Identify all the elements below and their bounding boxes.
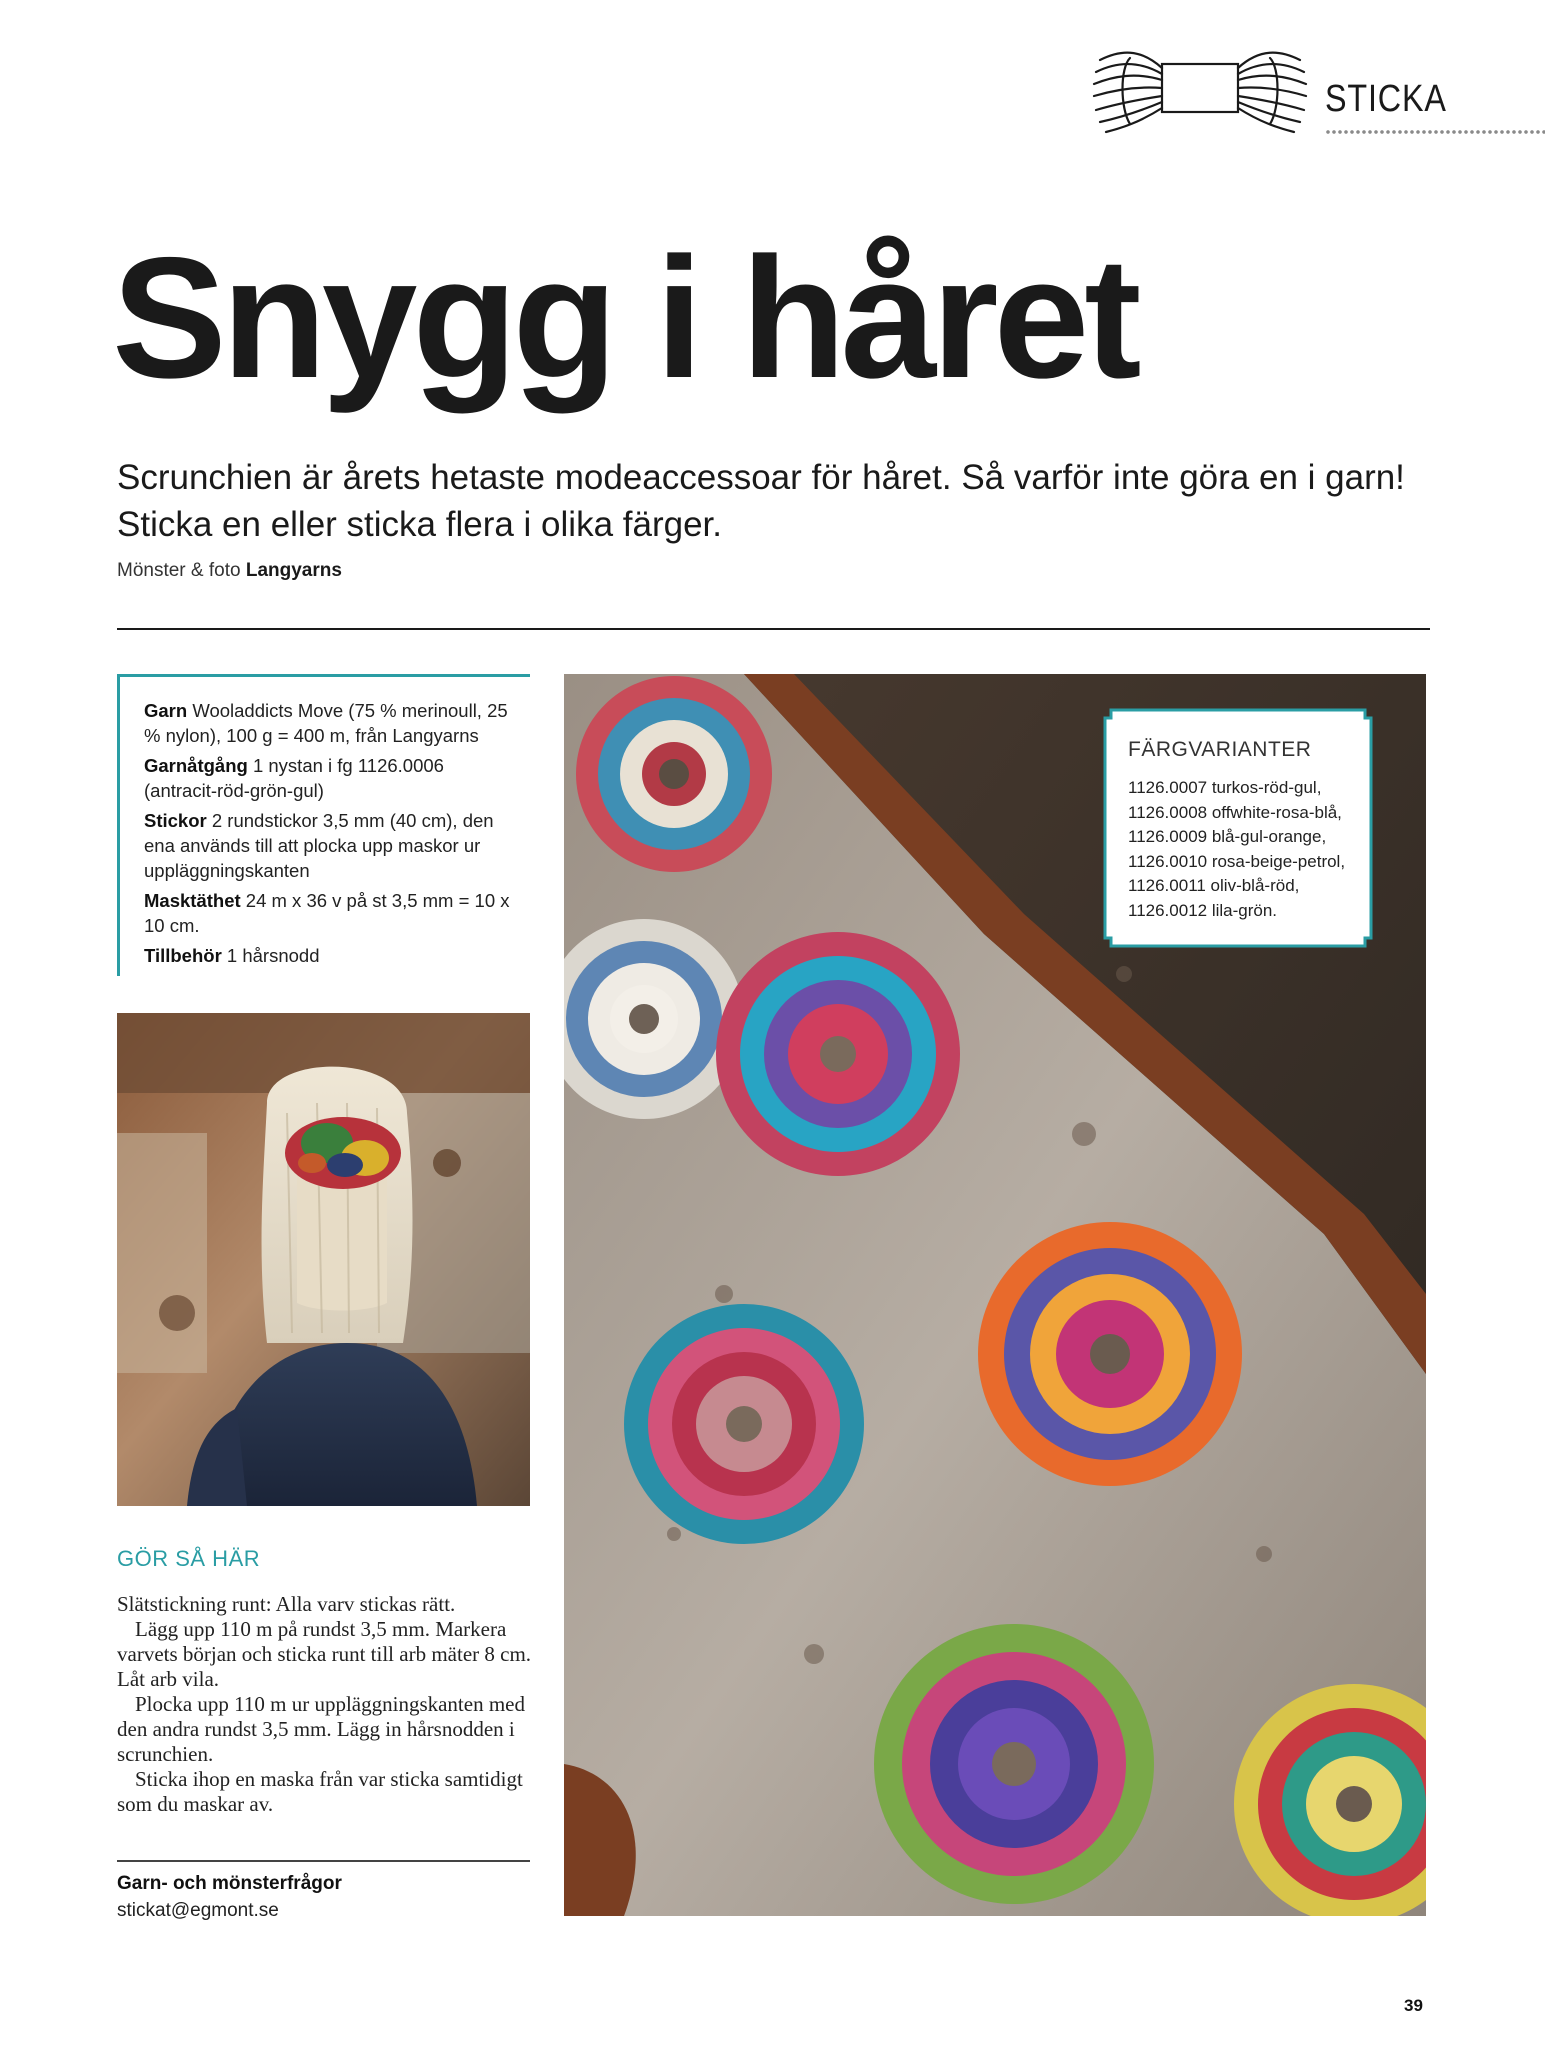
article-title: Snygg i håret [112, 222, 1137, 414]
materials-text: 1 nystan i fg 1126.0006 (antracit-röd-grön-gul) [144, 755, 444, 801]
variants-heading: FÄRGVARIANTER [1128, 738, 1312, 761]
materials-label: Tillbehör [144, 945, 222, 966]
contact-email[interactable]: stickat@egmont.se [117, 1900, 279, 1921]
materials-text: Wooladdicts Move (75 % merinoull, 25 % nylon), 100 g = 400 m, från Langyarns [144, 700, 508, 746]
materials-list [144, 698, 522, 973]
header-divider [117, 628, 1430, 630]
credit-prefix: Mönster & foto [117, 560, 241, 581]
materials-item [144, 753, 522, 803]
materials-item [144, 943, 522, 968]
variant-item: 1126.0009 blå-gul-orange, [1128, 827, 1327, 846]
materials-label: Stickor [144, 810, 207, 831]
materials-label: Garnåtgång [144, 755, 248, 776]
variant-item: 1126.0011 oliv-blå-röd, [1128, 876, 1300, 895]
section-label: STICKA [1325, 78, 1447, 120]
variants-list [1128, 776, 1363, 923]
hair-scrunchie-photo [117, 1013, 530, 1506]
page-number: 39 [1404, 1996, 1423, 2015]
instruction-paragraph: Plocka upp 110 m ur uppläggningskanten med den andra rundst 3,5 mm. Lägg in hårsnodden i scrunchien. [117, 1692, 525, 1766]
materials-item [144, 888, 522, 938]
materials-text: 1 hårsnodd [226, 945, 320, 966]
materials-label: Masktäthet [144, 890, 241, 911]
instruction-paragraph: Lägg upp 110 m på rundst 3,5 mm. Markera varvets början och sticka runt till arb mäter 8 cm. Låt arb vila. [117, 1617, 532, 1691]
instructions-body [117, 1592, 533, 1817]
instructions-heading: GÖR SÅ HÄR [117, 1546, 261, 1571]
contact-heading: Garn- och mönsterfrågor [117, 1873, 342, 1894]
yarn-skein-icon [1090, 38, 1310, 138]
variant-item: 1126.0008 offwhite-rosa-blå, [1128, 802, 1342, 822]
materials-text: 24 m x 36 v på st 3,5 mm = 10 x 10 cm. [144, 890, 510, 936]
credit-name: Langyarns [245, 560, 342, 581]
article-lead: Scrunchien är årets hetaste modeaccessoar för håret. Så varför inte göra en i garn! Sticka en eller sticka flera i olika färger. [117, 458, 1405, 544]
materials-item [144, 698, 522, 748]
variant-item: 1126.0012 lila-grön. [1128, 900, 1278, 920]
variant-item: 1126.0007 turkos-röd-gul, [1128, 778, 1322, 797]
materials-text: 2 rundstickor 3,5 mm (40 cm), den ena används till att plocka upp maskor ur uppläggningskanten [144, 810, 494, 881]
materials-label: Garn [144, 700, 188, 721]
variant-item: 1126.0010 rosa-beige-petrol, [1128, 851, 1346, 871]
materials-item [144, 808, 522, 883]
article-credit [117, 560, 342, 582]
contact-divider [117, 1860, 530, 1862]
instruction-paragraph: Slätstickning runt: Alla varv stickas rätt. [117, 1592, 456, 1616]
instruction-paragraph: Sticka ihop en maska från var sticka samtidigt som du maskar av. [117, 1767, 523, 1816]
section-underline [1325, 128, 1545, 136]
